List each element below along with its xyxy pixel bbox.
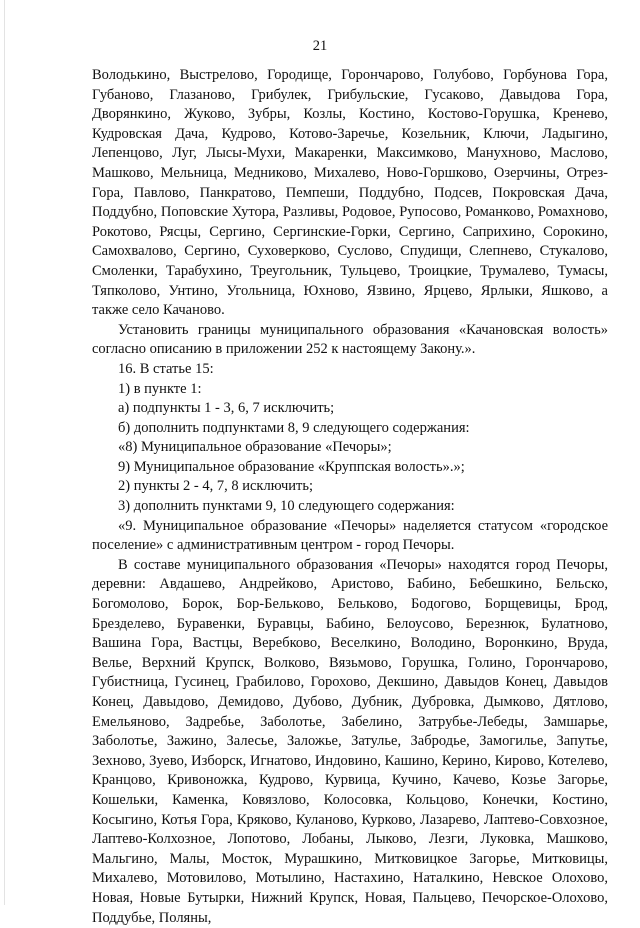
document-body <box>92 66 608 928</box>
paragraph-item-9-kruppskaya: 9) Муниципальное образование «Круппская волость».»; <box>118 458 465 475</box>
paragraph-item-2: 2) пункты 2 - 4, 7, 8 исключить; <box>118 478 314 495</box>
scan-edge-shadow <box>4 0 5 905</box>
paragraph-boundaries: Установить границы муниципального образования «Качановская волость» согласно описанию в приложении 252 к настоящему Закону.». <box>92 321 608 358</box>
paragraph-point-9-status: «9. Муниципальное образование «Печоры» наделяется статусом «городское поселение» с административным центром - город Печоры. <box>92 517 608 554</box>
page-number: 21 <box>312 38 328 54</box>
paragraph-pechory-composition: В составе муниципального образования «Печоры» находятся город Печоры, деревни: Авдашево, Андрейково, Аристово, Бабино, Бебешкино, Бельско, Богомолово, Борок, Бор-Бельково, Бельково, Бодогово, Борщевицы, Брод, Брезделево, Буравенки, Буравцы, Бабино, Белоусово, Березнюк, Булатново, Вашина Гора, Вастцы, Веребково, Веселкино, Володино, Воронкино, Вруда, Велье, Верхний Крупск, Волково, Вязьмово, Горушка, Голино, Горончарово, Губистница, Гусинец, Грабилово, Горохово, Декшино, Давыдов Конец, Давыдов Конец, Давыдово, Демидово, Дубово, Дубник, Дубровка, Дымково, Дятлово, Емельяново, Задребье, Заболотье, Забелино, Затрубье-Лебеды, Замшарье, Заболотье, Зажино, Залесье, Заложье, Затулье, Забродье, Замогилье, Запутье, Зехново, Зуево, Изборск, Игнатово, Индовино, Кашино, Керино, Кирово, Котелево, Кранцово, Кривоножка, Кудрово, Курвица, Кучино, Качево, Козье Загорье, Кошельки, Каменка, Ковязлово, Колосовка, Кольцово, Конечки, Костино, Косыгино, Котья Гора, Кряково, Куланово, Курково, Лазарево, Лаптево-Совхозное, Лаптево-Колхозное, Лопотово, Лобаны, Лыково, Лезги, Луковка, Машково, Мальгино, Малы, Мосток, Мурашкино, Митковицкое Загорье, Митковицы, Михалево, Мотовилово, Мотылино, Настахино, Наталкино, Невское Олохово, Новая, Новые Бутырки, Нижний Крупск, Новая, Пальцево, Печорское-Олохово, Поддубье, Поляны, <box>92 556 608 926</box>
paragraph-subitem-a: а) подпункты 1 - 3, 6, 7 исключить; <box>118 400 335 417</box>
paragraph-item-3: 3) дополнить пунктами 9, 10 следующего содержания: <box>118 498 455 515</box>
paragraph-article-15: 16. В статье 15: <box>118 360 214 377</box>
paragraph-item-8-pechory: «8) Муниципальное образование «Печоры»; <box>118 439 392 456</box>
paragraph-subitem-b: б) дополнить подпунктами 8, 9 следующего содержания: <box>118 419 470 436</box>
paragraph-item-1: 1) в пункте 1: <box>118 380 202 397</box>
paragraph-village-list-continued: Володькино, Выстрелово, Городище, Горончарово, Голубово, Горбунова Гора, Губаново, Глазаново, Грибулек, Грибульские, Гусаково, Давыдова Гора, Дворянкино, Жуково, Зубры, Козлы, Костино, Костово-Горушка, Кренево, Кудровская Дача, Кудрово, Котово-Заречье, Козельник, Ключи, Ладыгино, Лепенцово, Луг, Лысы-Мухи, Макаренки, Максимково, Манухново, Маслово, Машково, Мельница, Медниково, Михалево, Ново-Горшково, Озерчины, Отрез-Гора, Павлово, Панкратово, Пемпеши, Поддубно, Подсев, Покровская Дача, Поддубно, Поповские Хутора, Разливы, Родовое, Рупосово, Романково, Ромахново, Рокотово, Рясцы, Сергино, Сергинские-Горки, Сергино, Саприхино, Сорокино, Самохвалово, Сергино, Суховерково, Суслово, Спудищи, Слепнево, Стукалово, Смоленки, Тарабухино, Треугольник, Тульцево, Троицкие, Трумалево, Тумасы, Тяпколово, Унтино, Угольница, Юхново, Язвино, Ярцево, Ярлыки, Яшково, а также село Качаново. <box>92 67 608 319</box>
